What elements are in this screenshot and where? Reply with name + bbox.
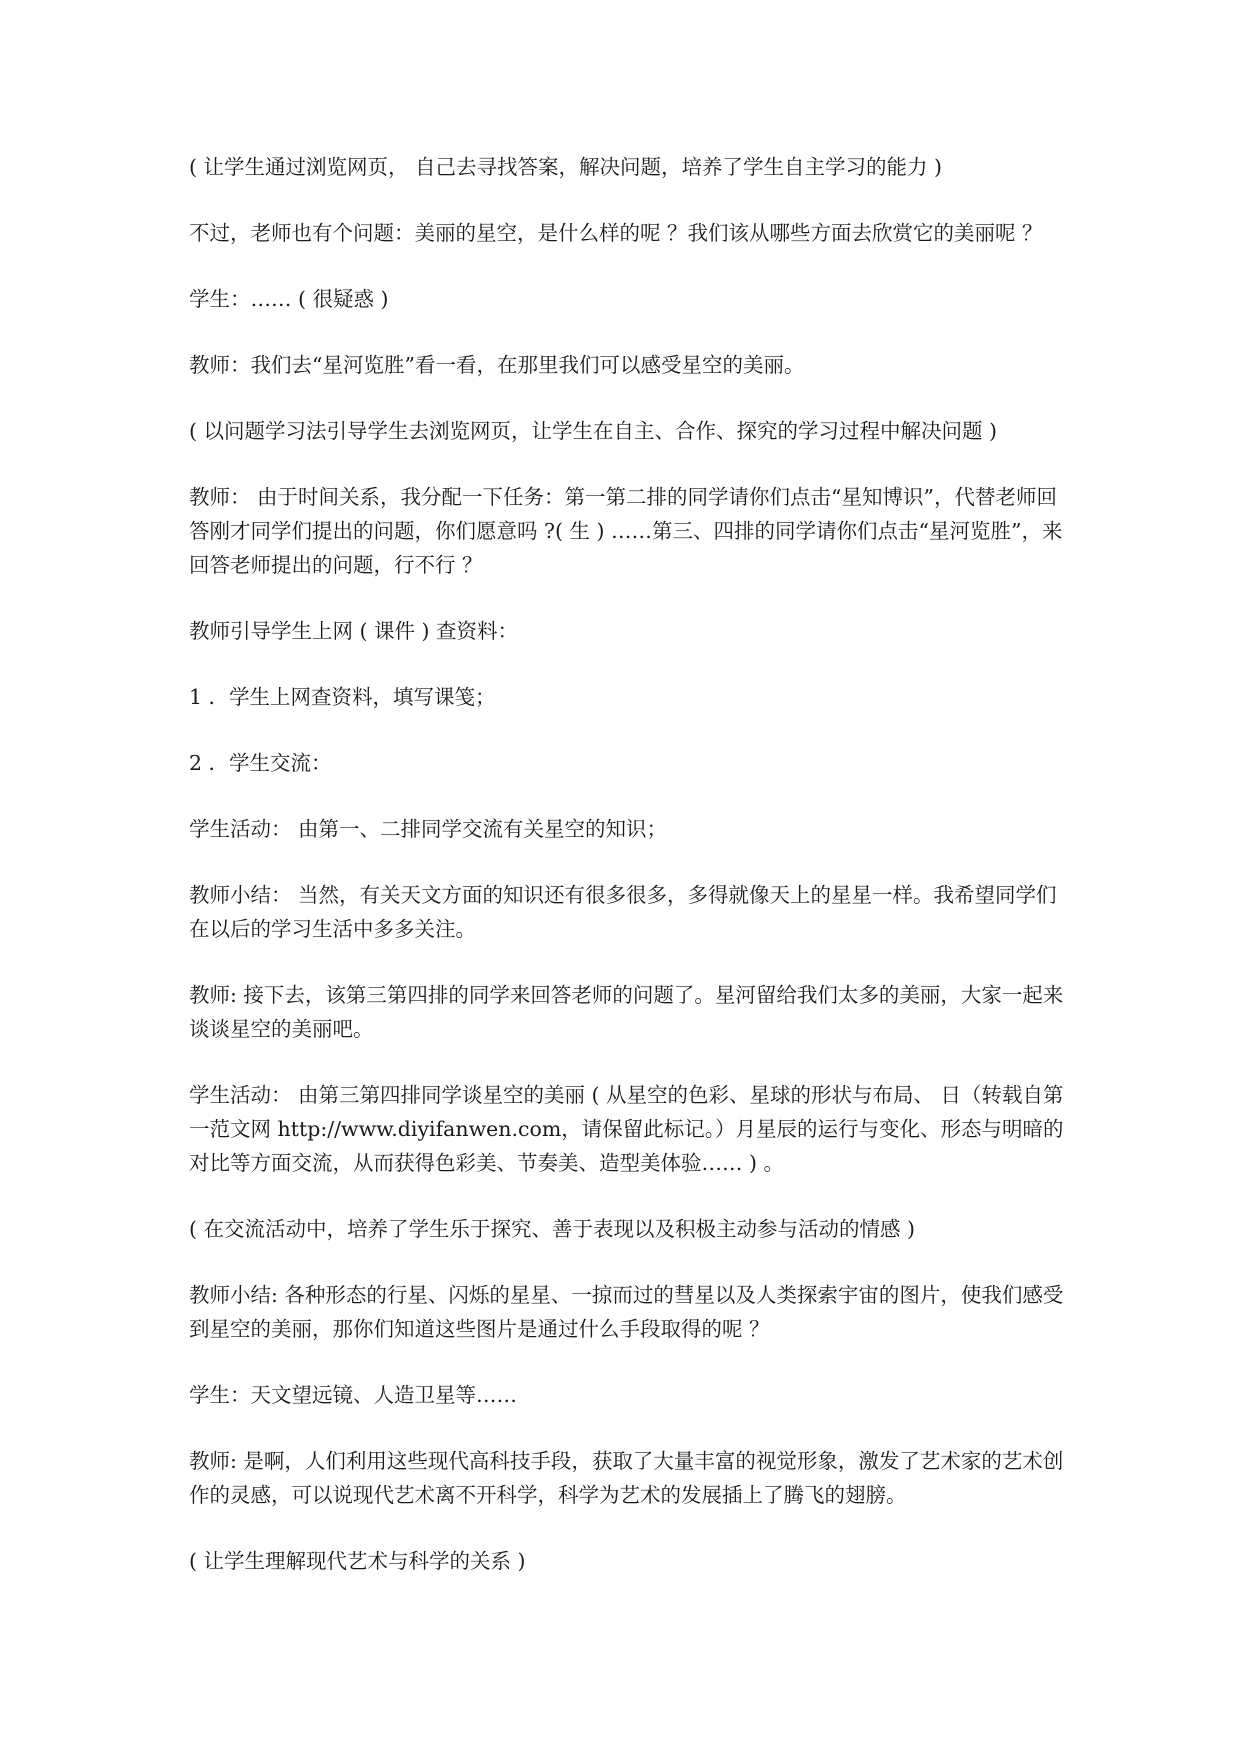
paragraph-16: 学生：天文望远镜、人造卫星等……: [189, 1383, 517, 1407]
paragraph-1: ( 让学生通过浏览网页， 自己去寻找答案，解决问题，培养了学生自主学习的能力 ): [189, 155, 943, 179]
paragraph-15: 教师小结: 各种形态的行星、闪烁的星星、一掠而过的彗星以及人类探索宇宙的图片，使我们感受到星空的美丽，那你们知道这些图片是通过什么手段取得的呢 ？: [189, 1283, 1064, 1341]
paragraph-13: 学生活动： 由第三第四排同学谈星空的美丽 ( 从星空的色彩、星球的形状与布局、 日（转载自第一范文网 http://www.diyifanwen.com，请保留此标记。）月星辰的运行与变化、形态与明暗的对比等方面交流，从而获得色彩美、节奏美、造型美体验…… ) 。: [189, 1083, 1064, 1175]
paragraph-9: 2 ．学生交流：: [189, 751, 332, 775]
paragraph-8: 1 ．学生上网查资料，填写课笺；: [189, 685, 496, 709]
document-body: [189, 150, 1069, 1610]
paragraph-18: ( 让学生理解现代艺术与科学的关系 ): [189, 1549, 526, 1573]
paragraph-10: 学生活动： 由第一、二排同学交流有关星空的知识；: [189, 817, 668, 841]
paragraph-12: 教师: 接下去，该第三第四排的同学来回答老师的问题了。星河留给我们太多的美丽，大家一起来谈谈星空的美丽吧。: [189, 983, 1064, 1041]
paragraph-4: 教师：我们去“星河览胜”看一看，在那里我们可以感受星空的美丽。: [189, 353, 805, 377]
paragraph-6: 教师： 由于时间关系，我分配一下任务：第一第二排的同学请你们点击“星知博识”，代替老师回答刚才同学们提出的问题，你们愿意吗 ?( 生 ) ……第三、四排的同学请你们点击“星河览胜”，来回答老师提出的问题，行不行 ？: [189, 485, 1063, 577]
paragraph-14: ( 在交流活动中，培养了学生乐于探究、善于表现以及积极主动参与活动的情感 ): [189, 1217, 916, 1241]
paragraph-2: 不过，老师也有个问题：美丽的星空，是什么样的呢 ？我们该从哪些方面去欣赏它的美丽呢 ？: [189, 221, 1043, 245]
paragraph-5: ( 以问题学习法引导学生去浏览网页，让学生在自主、合作、探究的学习过程中解决问题 ): [189, 419, 998, 443]
paragraph-7: 教师引导学生上网 ( 课件 ) 查资料：: [189, 619, 519, 643]
paragraph-17: 教师: 是啊，人们利用这些现代高科技手段，获取了大量丰富的视觉形象，激发了艺术家的艺术创作的灵感，可以说现代艺术离不开科学，科学为艺术的发展插上了腾飞的翅膀。: [189, 1449, 1064, 1507]
paragraph-3: 学生：…… ( 很疑惑 ): [189, 287, 389, 311]
paragraph-11: 教师小结： 当然，有关天文方面的知识还有很多很多，多得就像天上的星星一样。我希望同学们在以后的学习生活中多多关注。: [189, 883, 1057, 941]
